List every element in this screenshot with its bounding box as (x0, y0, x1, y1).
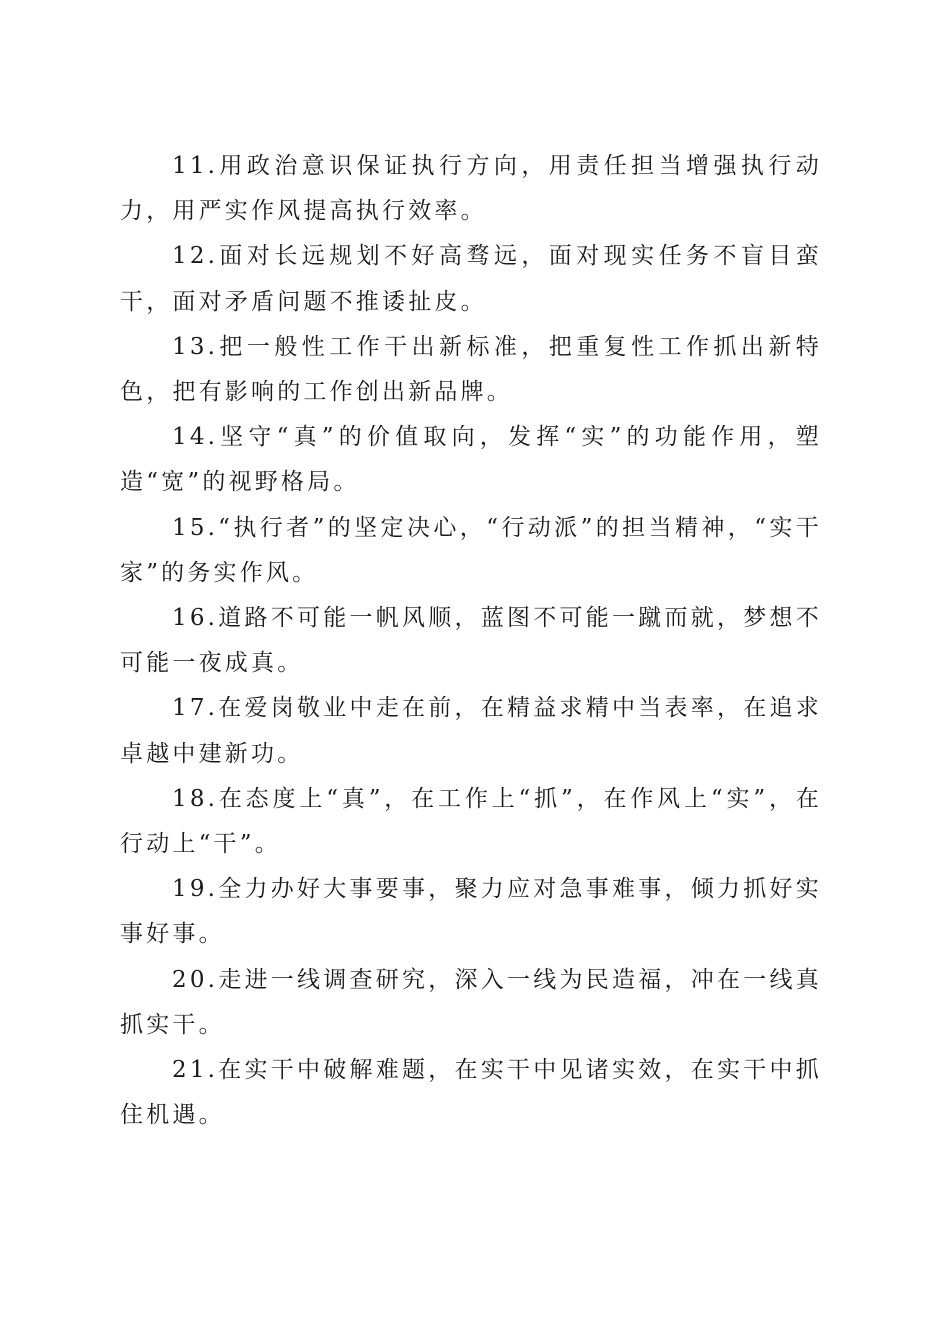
paragraph-21: 21.在实干中破解难题，在实干中见诸实效，在实干中抓住机遇。 (120, 1057, 822, 1129)
paragraph-12: 12.面对长远规划不好高骛远，面对现实任务不盲目蛮干，面对矛盾问题不推诿扯皮。 (120, 243, 822, 315)
paragraph-11: 11.用政治意识保证执行方向，用责任担当增强执行动力，用严实作风提高执行效率。 (120, 153, 822, 225)
document-body (120, 144, 822, 1138)
paragraph-20: 20.走进一线调查研究，深入一线为民造福，冲在一线真抓实干。 (120, 966, 822, 1038)
paragraph-18: 18.在态度上“真”，在工作上“抓”，在作风上“实”，在行动上“干”。 (120, 785, 822, 858)
paragraph-14: 14.坚守“真”的价值取向，发挥“实”的功能作用，塑造“宽”的视野格局。 (120, 424, 822, 496)
paragraph-15: 15.“执行者”的坚定决心，“行动派”的担当精神，“实干家”的务实作风。 (120, 514, 822, 586)
paragraph-17: 17.在爱岗敬业中走在前，在精益求精中当表率，在追求卓越中建新功。 (120, 695, 822, 767)
paragraph-19: 19.全力办好大事要事，聚力应对急事难事，倾力抓好实事好事。 (120, 876, 822, 948)
paragraph-13: 13.把一般性工作干出新标准，把重复性工作抓出新特色，把有影响的工作创出新品牌。 (120, 333, 822, 406)
paragraph-16: 16.道路不可能一帆风顺，蓝图不可能一蹴而就，梦想不可能一夜成真。 (120, 605, 822, 677)
